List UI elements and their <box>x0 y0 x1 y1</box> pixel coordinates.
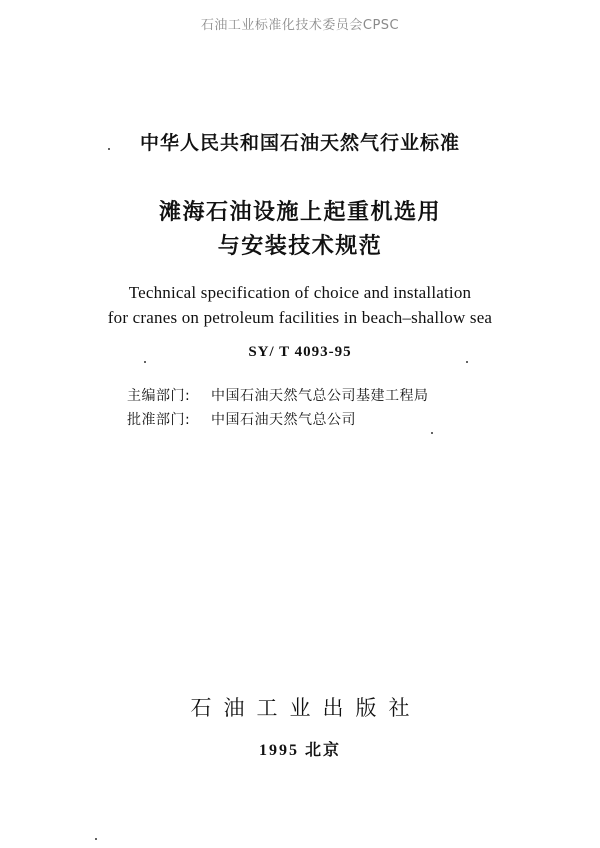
chinese-title-line-2: 与安装技术规范 <box>217 234 383 259</box>
department-value: 中国石油天然气总公司 <box>211 412 356 428</box>
department-row-approver <box>127 408 547 432</box>
publication-city: 北京 <box>304 742 341 759</box>
scan-speck <box>108 148 110 150</box>
english-title <box>0 280 600 330</box>
standard-number: SY/ T 4093-95 <box>248 344 352 360</box>
publication-info <box>0 737 600 760</box>
standard-category-heading: 中华人民共和国石油天然气行业标准 <box>139 132 460 154</box>
scan-speck <box>144 361 146 363</box>
english-title-line-2: for cranes on petroleum facilities in beach–shallow sea <box>107 308 493 327</box>
english-title-line-1: Technical specification of choice and installation <box>128 283 472 302</box>
publisher-name: 石油工业出版社 <box>190 696 422 720</box>
watermark-text: 石油工业标准化技术委员会CPSC <box>200 18 400 33</box>
department-row-editor <box>127 384 547 408</box>
scan-speck <box>466 361 468 363</box>
scan-speck <box>431 432 433 434</box>
department-value: 中国石油天然气总公司基建工程局 <box>211 388 429 404</box>
department-list <box>127 384 547 432</box>
department-label: 批准部门: <box>127 412 191 428</box>
chinese-title-line-1: 滩海石油设施上起重机选用 <box>158 200 441 225</box>
department-label: 主编部门: <box>127 388 191 404</box>
scan-speck <box>95 838 97 840</box>
chinese-title <box>0 196 600 264</box>
publication-year: 1995 <box>258 742 299 759</box>
